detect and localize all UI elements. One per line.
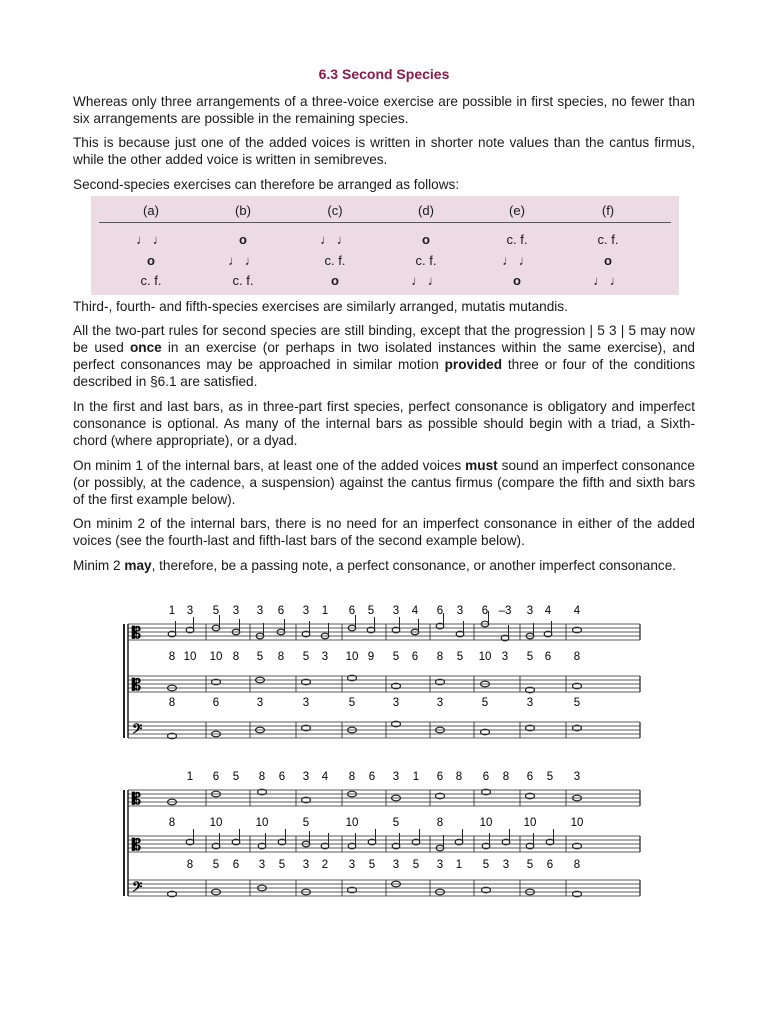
figure-number: 5 <box>456 651 464 663</box>
figure-number: 3 <box>321 651 329 663</box>
figure-number: 8 <box>232 651 240 663</box>
figure-number: 6 <box>436 605 444 617</box>
figure-number: 3 <box>392 771 400 783</box>
c-clef-icon: 𝄡 <box>132 791 141 808</box>
figure-number: 8 <box>186 859 194 871</box>
figure-number: 3 <box>501 651 509 663</box>
figure-number: 8 <box>436 651 444 663</box>
figure-number: 1 <box>321 605 329 617</box>
paragraph-2: This is because just one of the added voices is written in shorter note values than the cantus firmus, while the other added voice is written in semibreves. <box>73 135 695 167</box>
arrangement-cell: ♩ ♩ <box>320 232 350 247</box>
section-title: 6.3 Second Species <box>318 66 450 82</box>
figure-number: 5 <box>212 859 220 871</box>
bass-clef-icon: 𝄢 <box>132 881 143 898</box>
figure-number: 3 <box>348 859 356 871</box>
figure-number: 5 <box>368 859 376 871</box>
figure-number: 8 <box>168 817 176 829</box>
arrangement-header: (c) <box>327 203 343 218</box>
figure-number: 5 <box>481 697 489 709</box>
figure-number: 4 <box>411 605 419 617</box>
table-rule <box>99 222 671 223</box>
figure-number: 10 <box>478 651 492 663</box>
figure-number: 1 <box>455 859 463 871</box>
arrangement-cell: o <box>513 273 521 288</box>
figure-number: 2 <box>321 859 329 871</box>
figure-number: 6 <box>348 605 356 617</box>
p5-text-e: three or four of the conditions described in §6.1 are satisfied. <box>73 357 695 389</box>
paragraph-1: Whereas only three arrangements of a three-voice exercise are possible in first species, no fewer than six arrangements are possible in the remaining species. <box>73 94 695 126</box>
figure-number: 3 <box>302 771 310 783</box>
figure-number: 6 <box>482 771 490 783</box>
figure-number: 1 <box>168 605 176 617</box>
arrangement-cell: o <box>604 253 612 268</box>
arrangement-cell: c. f. <box>232 273 254 288</box>
figure-number: 8 <box>348 771 356 783</box>
figure-number: 6 <box>546 859 554 871</box>
figure-number: 6 <box>544 651 552 663</box>
figure-number: 5 <box>482 859 490 871</box>
arrangement-cell: ♩ ♩ <box>228 253 258 268</box>
figure-number: 6 <box>481 605 489 617</box>
arrangement-table <box>91 196 679 295</box>
figure-number: 6 <box>232 859 240 871</box>
paragraph-5 <box>73 322 695 390</box>
figure-number: 4 <box>573 605 581 617</box>
figure-number: 3 <box>502 859 510 871</box>
figure-number: 5 <box>367 605 375 617</box>
figure-number: 3 <box>232 605 240 617</box>
figure-number: 5 <box>412 859 420 871</box>
figure-number: 10 <box>345 817 359 829</box>
figure-number: 3 <box>392 697 400 709</box>
figure-number: 10 <box>255 817 269 829</box>
figure-number: 6 <box>278 771 286 783</box>
arrangement-cell: c. f. <box>140 273 162 288</box>
figure-number: 3 <box>573 771 581 783</box>
figure-number: 10 <box>570 817 584 829</box>
p7-text-a: On minim 1 of the internal bars, at least one of the added voices <box>73 458 466 473</box>
figure-number: 10 <box>209 651 223 663</box>
paragraph-6: In the first and last bars, as in three-part first species, perfect consonance is obligatory and imperfect consonance is optional. As many of the internal bars as possible should begin with a triad, a Sixth-chord (where appropriate), or a dyad. <box>73 399 695 448</box>
arrangement-cell: ♩ ♩ <box>411 273 441 288</box>
paragraph-8: On minim 2 of the internal bars, there is no need for an imperfect consonance in either of the added voices (see the fourth-last and fifth-last bars of the second example below). <box>73 516 695 548</box>
figure-number: 3 <box>436 697 444 709</box>
figure-number: 3 <box>302 859 310 871</box>
figure-number: 3 <box>186 605 194 617</box>
figure-number: 3 <box>302 697 310 709</box>
arrangement-cell: c. f. <box>324 253 346 268</box>
figure-number: 3 <box>258 859 266 871</box>
arrangement-cell: c. f. <box>506 232 528 247</box>
figure-number: 5 <box>302 651 310 663</box>
figure-number: 10 <box>479 817 493 829</box>
arrangement-cell: o <box>239 232 247 247</box>
figure-number: 1 <box>412 771 420 783</box>
figure-number: 3 <box>526 697 534 709</box>
figure-number: 5 <box>212 605 220 617</box>
arrangement-cell: o <box>422 232 430 247</box>
figure-number: 4 <box>544 605 552 617</box>
figure-number: 5 <box>526 859 534 871</box>
figure-number: 5 <box>348 697 356 709</box>
figure-number: 10 <box>183 651 197 663</box>
arrangement-header: (e) <box>509 203 525 218</box>
figure-number: 6 <box>212 771 220 783</box>
figure-number: 6 <box>368 771 376 783</box>
figure-number: 3 <box>392 605 400 617</box>
c-clef-icon: 𝄡 <box>132 837 141 854</box>
figure-number: 4 <box>321 771 329 783</box>
figure-number: 3 <box>256 697 264 709</box>
figure-number: 8 <box>455 771 463 783</box>
figure-number: 10 <box>209 817 223 829</box>
arrangement-header: (b) <box>235 203 251 218</box>
figure-number: 5 <box>392 817 400 829</box>
figure-number: 9 <box>367 651 375 663</box>
p9-bold-may: may <box>124 558 152 573</box>
arrangement-cell: c. f. <box>415 253 437 268</box>
figure-number: 8 <box>573 651 581 663</box>
figure-number: 6 <box>436 771 444 783</box>
music-example-1 <box>0 598 768 758</box>
arrangement-cell: c. f. <box>597 232 619 247</box>
p9-text-a: Minim 2 <box>73 558 125 573</box>
figure-number: 5 <box>256 651 264 663</box>
figure-number: 6 <box>526 771 534 783</box>
p7-bold-must: must <box>465 458 498 473</box>
figure-number: 6 <box>411 651 419 663</box>
figure-number: 5 <box>302 817 310 829</box>
paragraph-9 <box>73 557 695 574</box>
c-clef-icon: 𝄡 <box>132 625 141 642</box>
arrangement-cell: o <box>147 253 155 268</box>
arrangement-header: (d) <box>418 203 434 218</box>
figure-number: 5 <box>573 697 581 709</box>
paragraph-3: Second-species exercises can therefore be arranged as follows: <box>73 177 460 192</box>
figure-number: 3 <box>392 859 400 871</box>
figure-number: 5 <box>392 651 400 663</box>
p5-bold-provided: provided <box>444 357 503 372</box>
figure-number: 8 <box>502 771 510 783</box>
figure-number: 8 <box>168 697 176 709</box>
figure-number: 8 <box>573 859 581 871</box>
c-clef-icon: 𝄡 <box>132 677 141 694</box>
p7-text-c: sound an imperfect consonance (or possibly, at the cadence, a suspension) against the cantus firmus (compare the fifth and sixth bars of the first example below). <box>73 458 695 507</box>
paragraph-7 <box>73 457 695 508</box>
figure-number: 3 <box>302 605 310 617</box>
figure-number: 5 <box>232 771 240 783</box>
figure-number: 10 <box>345 651 359 663</box>
figure-number: 3 <box>456 605 464 617</box>
figure-number: 5 <box>526 651 534 663</box>
p5-bold-once: once <box>129 340 162 355</box>
figure-number: 8 <box>258 771 266 783</box>
bass-clef-icon: 𝄢 <box>132 723 143 740</box>
figure-number: –3 <box>498 605 512 617</box>
figure-number: 5 <box>546 771 554 783</box>
p5-text-a: All the two-part rules for second species are still binding, except that the progression | 5 3 | 5 may now be used <box>73 323 695 355</box>
p5-text-c: in an exercise (or perhaps in two isolated instances within the same exercise), and perfect consonances may be approached in similar motion <box>73 340 695 372</box>
figure-number: 5 <box>278 859 286 871</box>
figure-number: 3 <box>256 605 264 617</box>
arrangement-header: (a) <box>143 203 159 218</box>
arrangement-cell: ♩ ♩ <box>502 253 532 268</box>
figure-number: 6 <box>212 697 220 709</box>
figure-number: 1 <box>186 771 194 783</box>
figure-number: 8 <box>168 651 176 663</box>
music-example-2 <box>0 764 768 924</box>
arrangement-cell: ♩ ♩ <box>136 232 166 247</box>
figure-number: 8 <box>436 817 444 829</box>
p9-text-c: , therefore, be a passing note, a perfect consonance, or another imperfect consonance. <box>151 558 677 573</box>
figure-number: 6 <box>277 605 285 617</box>
arrangement-header: (f) <box>601 203 615 218</box>
figure-number: 8 <box>277 651 285 663</box>
figure-number: 10 <box>523 817 537 829</box>
paragraph-4: Third-, fourth- and fifth-species exercises are similarly arranged, mutatis mutandis. <box>73 299 568 314</box>
figure-number: 3 <box>436 859 444 871</box>
arrangement-cell: ♩ ♩ <box>593 273 623 288</box>
figure-number: 3 <box>526 605 534 617</box>
arrangement-cell: o <box>331 273 339 288</box>
